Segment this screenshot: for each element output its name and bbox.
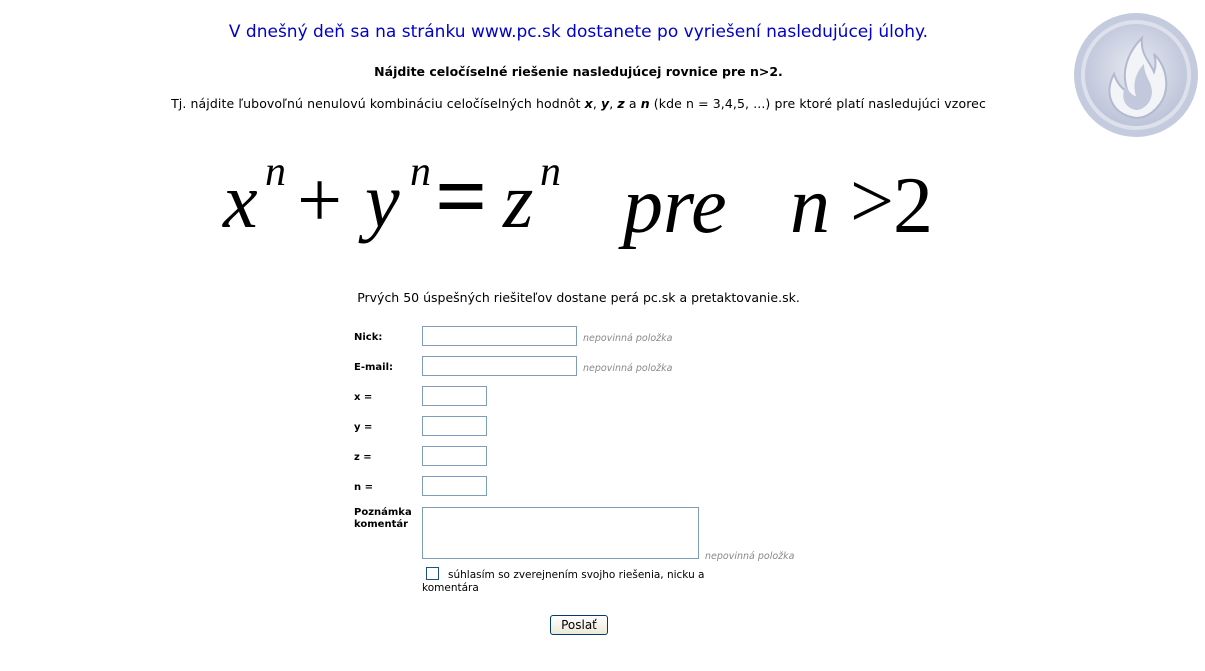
var-y: y (600, 96, 610, 111)
nick-input[interactable] (422, 326, 577, 346)
instruction-start: Tj. nájdite ľubovoľnú nenulovú kombináciu celočíselných hodnôt (171, 96, 581, 111)
formula-plus: + (297, 157, 343, 245)
y-input[interactable] (422, 416, 487, 436)
and-word: a (628, 96, 637, 111)
headline: V dnešný deň sa na stránku www.pc.sk dostanete po vyriešení nasledujúcej úlohy. (228, 22, 929, 42)
formula-z: z (503, 157, 534, 244)
task-title: Nájdite celočíselné riešenie nasledujúcej rovnice pre n>2. (374, 64, 783, 79)
z-input[interactable] (422, 446, 487, 466)
flame-emblem-icon (1070, 10, 1202, 140)
formula-exp-1: n (265, 149, 286, 195)
note-optional-hint: nepovinná položka (705, 551, 795, 562)
x-input[interactable] (422, 386, 487, 406)
x-label: x = (354, 392, 373, 403)
formula-exp-2: n (410, 149, 431, 195)
formula-y: y (365, 157, 400, 244)
fermat-equation (205, 135, 965, 255)
n-label: n = (354, 482, 373, 493)
y-label: y = (354, 422, 373, 433)
formula-equals: = (435, 145, 488, 247)
note-label (354, 507, 412, 531)
submit-button[interactable]: Poslať (550, 615, 608, 635)
var-x: x (584, 96, 593, 111)
email-optional-hint: nepovinná položka (583, 363, 673, 374)
email-label: E-mail: (354, 362, 394, 373)
note-label-line-1: Poznámka (354, 507, 412, 518)
note-label-line-2: komentár (354, 519, 409, 530)
formula-exp-3: n (540, 149, 561, 195)
email-input[interactable] (422, 356, 577, 376)
prize-text: Prvých 50 úspešných riešiteľov dostane perá pc.sk a pretaktovanie.sk. (357, 290, 800, 305)
formula-pre: pre (623, 162, 727, 250)
z-label: z = (354, 452, 372, 463)
formula-x: x (223, 157, 258, 244)
var-z: z (617, 96, 625, 111)
instruction-end: (kde n = 3,4,5, ...) pre ktoré platí nasledujúci vzorec (653, 96, 986, 111)
nick-optional-hint: nepovinná položka (583, 333, 673, 344)
instruction-text: Tj. nájdite ľubovoľnú nenulovú kombináciu celočíselných hodnôt x, y, z a n (kde n = 3,4,5, ...) pre ktoré platí nasledujúci vzorec (171, 96, 986, 111)
nick-label: Nick: (354, 332, 383, 343)
n-input[interactable] (422, 476, 487, 496)
formula-gt: > (850, 157, 894, 244)
formula-n: n (790, 162, 830, 250)
var-n: n (640, 96, 650, 111)
formula-two: 2 (893, 162, 933, 250)
note-textarea[interactable] (422, 507, 699, 559)
consent-label: súhlasím so zverejnením svojho riešenia, nicku a komentára (422, 569, 705, 594)
